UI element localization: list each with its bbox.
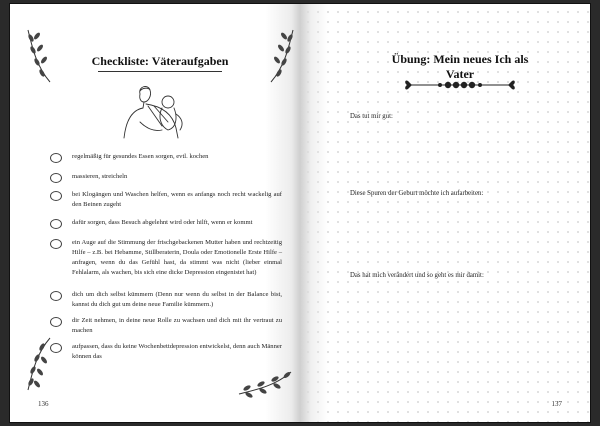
checkbox-circle-icon[interactable] [50, 239, 62, 249]
page-number: 136 [38, 400, 49, 408]
checklist-item-text: dich um dich selbst kümmern (Denn nur wenn du selbst in der Balance bist, kannst du dich gut um deine neue Familie kümmern.) [72, 291, 282, 308]
checkbox-circle-icon[interactable] [50, 343, 62, 353]
checklist-item-text: bei Klogängen und Waschen helfen, wenn es anfangs noch recht wackelig auf den Beinen zugeht [72, 191, 282, 208]
page-title: Übung: Mein neues Ich als Vater [391, 52, 529, 81]
checklist-item[interactable] [50, 190, 282, 210]
checklist-item-text: ein Auge auf die Stimmung der frischgebackenen Mutter haben und rechtzeitig Hilfe – z.B. bei Hebamme, Stillberaterin, Doula oder Emotionelle Erste Hilfe – anfragen, wenn du das Gefühl hast, da stimmt was nicht (lieber einmal Fehlalarm, als wachen, bis sich eine dicke Depression eingenistet hat) [72, 239, 282, 276]
checklist-item-text: massieren, streicheln [72, 173, 128, 180]
checklist-item[interactable] [50, 316, 282, 336]
title-underline [98, 71, 222, 72]
checkbox-circle-icon[interactable] [50, 291, 62, 301]
checklist-item-text: regelmäßig für gesundes Essen sorgen, evtl. kochen [72, 153, 209, 160]
checklist-item-text: aufpassen, dass du keine Wochenbettdepression entwickelst, denn auch Männer können das [72, 343, 282, 360]
checkbox-circle-icon[interactable] [50, 153, 62, 163]
checkbox-circle-icon[interactable] [50, 317, 62, 327]
right-page [300, 4, 590, 422]
checklist-item[interactable] [50, 172, 282, 183]
prompt-text: Das hat mich verändert und so geht es mir damit: [350, 272, 484, 279]
prompt-text: Diese Spuren der Geburt möchte ich aufarbeiten: [350, 190, 484, 197]
prompt-text: Das tut mir gut: [350, 113, 393, 120]
checklist-item[interactable] [50, 342, 282, 362]
checklist-item[interactable] [50, 238, 282, 278]
heart-bead-divider-icon [400, 78, 520, 92]
laurel-top-right-icon [265, 26, 299, 86]
father-with-baby-carrier-illustration [110, 82, 200, 144]
checkbox-circle-icon[interactable] [50, 173, 62, 183]
checklist-item[interactable] [50, 218, 282, 229]
laurel-bottom-right-icon [235, 366, 295, 400]
laurel-top-left-icon [22, 26, 56, 86]
checklist-item[interactable] [50, 152, 282, 163]
checkbox-circle-icon[interactable] [50, 191, 62, 201]
checklist-item-text: dir Zeit nehmen, in deine neue Rolle zu wachsen und dich mit ihr vertraut zu machen [72, 317, 282, 334]
checklist-item[interactable] [50, 290, 282, 310]
checkbox-circle-icon[interactable] [50, 219, 62, 229]
checklist-item-text: dafür sorgen, dass Besuch abgelehnt wird oder hilft, wenn er kommt [72, 219, 253, 226]
book-spread [10, 4, 590, 422]
left-page [10, 4, 300, 422]
page-title: Checkliste: Väteraufgaben [91, 54, 229, 68]
page-number: 137 [551, 400, 562, 408]
